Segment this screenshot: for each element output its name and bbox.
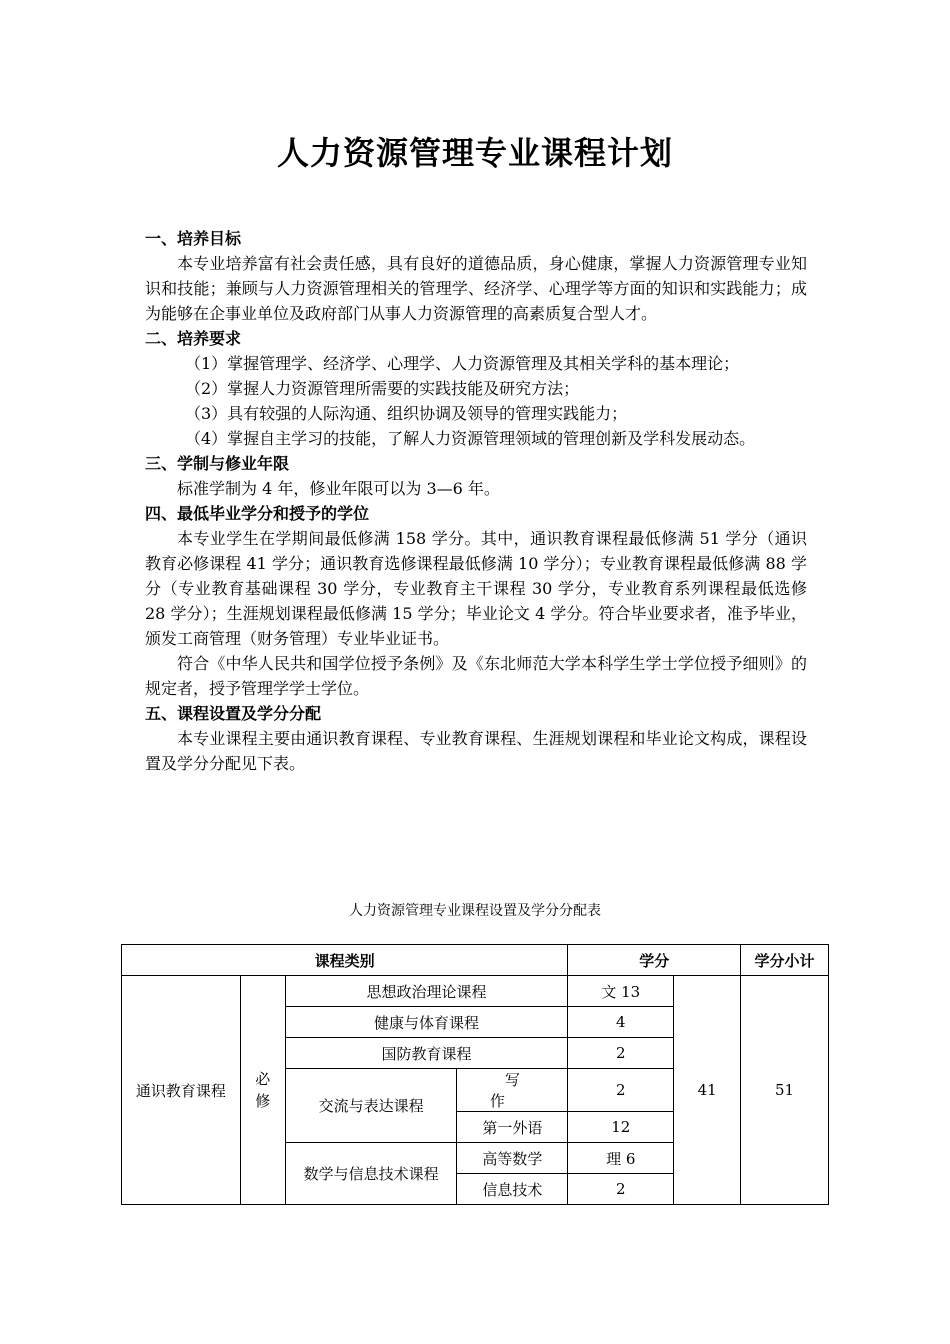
- section-heading-goal: 一、培养目标: [145, 229, 242, 248]
- group-cell: 通识教育课程: [122, 976, 241, 1205]
- curriculum-paragraph: 本专业课程主要由通识教育课程、专业教育课程、生涯规划课程和毕业论文构成，课程设置及学分分配见下表。: [145, 729, 807, 773]
- header-credits: 学分: [568, 945, 741, 976]
- credit-cell: 2: [568, 1069, 674, 1112]
- credit-cell: 文 13: [568, 976, 674, 1007]
- course-cell: 思想政治理论课程: [285, 976, 568, 1007]
- credit-cell: 理 6: [568, 1143, 674, 1174]
- course-cell: 数学与信息技术课程: [285, 1143, 457, 1205]
- header-subtotal: 学分小计: [741, 945, 829, 976]
- subcourse-cell: [457, 1069, 568, 1112]
- requirement-item-2: （2）掌握人力资源管理所需要的实践技能及研究方法；: [185, 379, 580, 398]
- required-total-cell: 41: [674, 976, 741, 1205]
- type-cell: [240, 976, 285, 1205]
- document-title: 人力资源管理专业课程计划: [276, 134, 673, 172]
- course-cell: 健康与体育课程: [285, 1007, 568, 1038]
- degree-paragraph-award: 符合《中华人民共和国学位授予条例》及《东北师范大学本科学生学士学位授予细则》的规定者，授予管理学学士学位。: [145, 654, 807, 698]
- section-heading-requirements: 二、培养要求: [145, 329, 242, 348]
- credit-cell: 2: [568, 1038, 674, 1069]
- table-caption: 人力资源管理专业课程设置及学分分配表: [349, 903, 601, 919]
- goal-paragraph: 本专业培养富有社会责任感，具有良好的道德品质，身心健康，掌握人力资源管理专业知识和技能；兼顾与人力资源管理相关的管理学、经济学、心理学等方面的知识和实践能力；成为能够在企事业单位及政府部门从事人力资源管理的高素质复合型人才。: [145, 254, 807, 323]
- header-course-category: 课程类别: [122, 945, 568, 976]
- group-total-cell: 51: [741, 976, 829, 1205]
- section-heading-duration: 三、学制与修业年限: [145, 454, 290, 473]
- course-cell: 交流与表达课程: [285, 1069, 457, 1143]
- subcourse-cell: 高等数学: [457, 1143, 568, 1174]
- subcourse-cell: 信息技术: [457, 1174, 568, 1205]
- credit-cell: 2: [568, 1174, 674, 1205]
- type-label: 必修: [255, 1070, 271, 1110]
- section-heading-curriculum: 五、课程设置及学分分配: [145, 704, 322, 723]
- subcourse-cell: 第一外语: [457, 1112, 568, 1143]
- section-heading-degree: 四、最低毕业学分和授予的学位: [145, 504, 370, 523]
- credit-cell: 12: [568, 1112, 674, 1143]
- requirement-item-1: （1）掌握管理学、经济学、心理学、人力资源管理及其相关学科的基本理论；: [185, 354, 740, 373]
- credit-allocation-table: [121, 944, 829, 1205]
- document-body: [145, 226, 807, 776]
- subcourse-label: 写作: [489, 1071, 550, 1110]
- course-cell: 国防教育课程: [285, 1038, 568, 1069]
- requirement-item-3: （3）具有较强的人际沟通、组织协调及领导的管理实践能力；: [185, 404, 628, 423]
- table-row: [122, 976, 829, 1007]
- duration-paragraph: 标准学制为 4 年，修业年限可以为 3—6 年。: [177, 479, 500, 498]
- credit-cell: 4: [568, 1007, 674, 1038]
- requirement-item-4: （4）掌握自主学习的技能，了解人力资源管理领域的管理创新及学科发展动态。: [185, 429, 756, 448]
- table-header-row: [122, 945, 829, 976]
- degree-paragraph-credits: 本专业学生在学期间最低修满 158 学分。其中，通识教育课程最低修满 51 学分（通识教育必修课程 41 学分；通识教育选修课程最低修满 10 学分）；专业教育课程最低修满 88 学分（专业教育基础课程 30 学分，专业教育主干课程 30 学分，专业教育系列课程最低选修 28 学分）；生涯规划课程最低修满 15 学分；毕业论文 4 学分。符合毕业要求者，准予毕业，颁发工商管理（财务管理）专业毕业证书。: [145, 529, 807, 648]
